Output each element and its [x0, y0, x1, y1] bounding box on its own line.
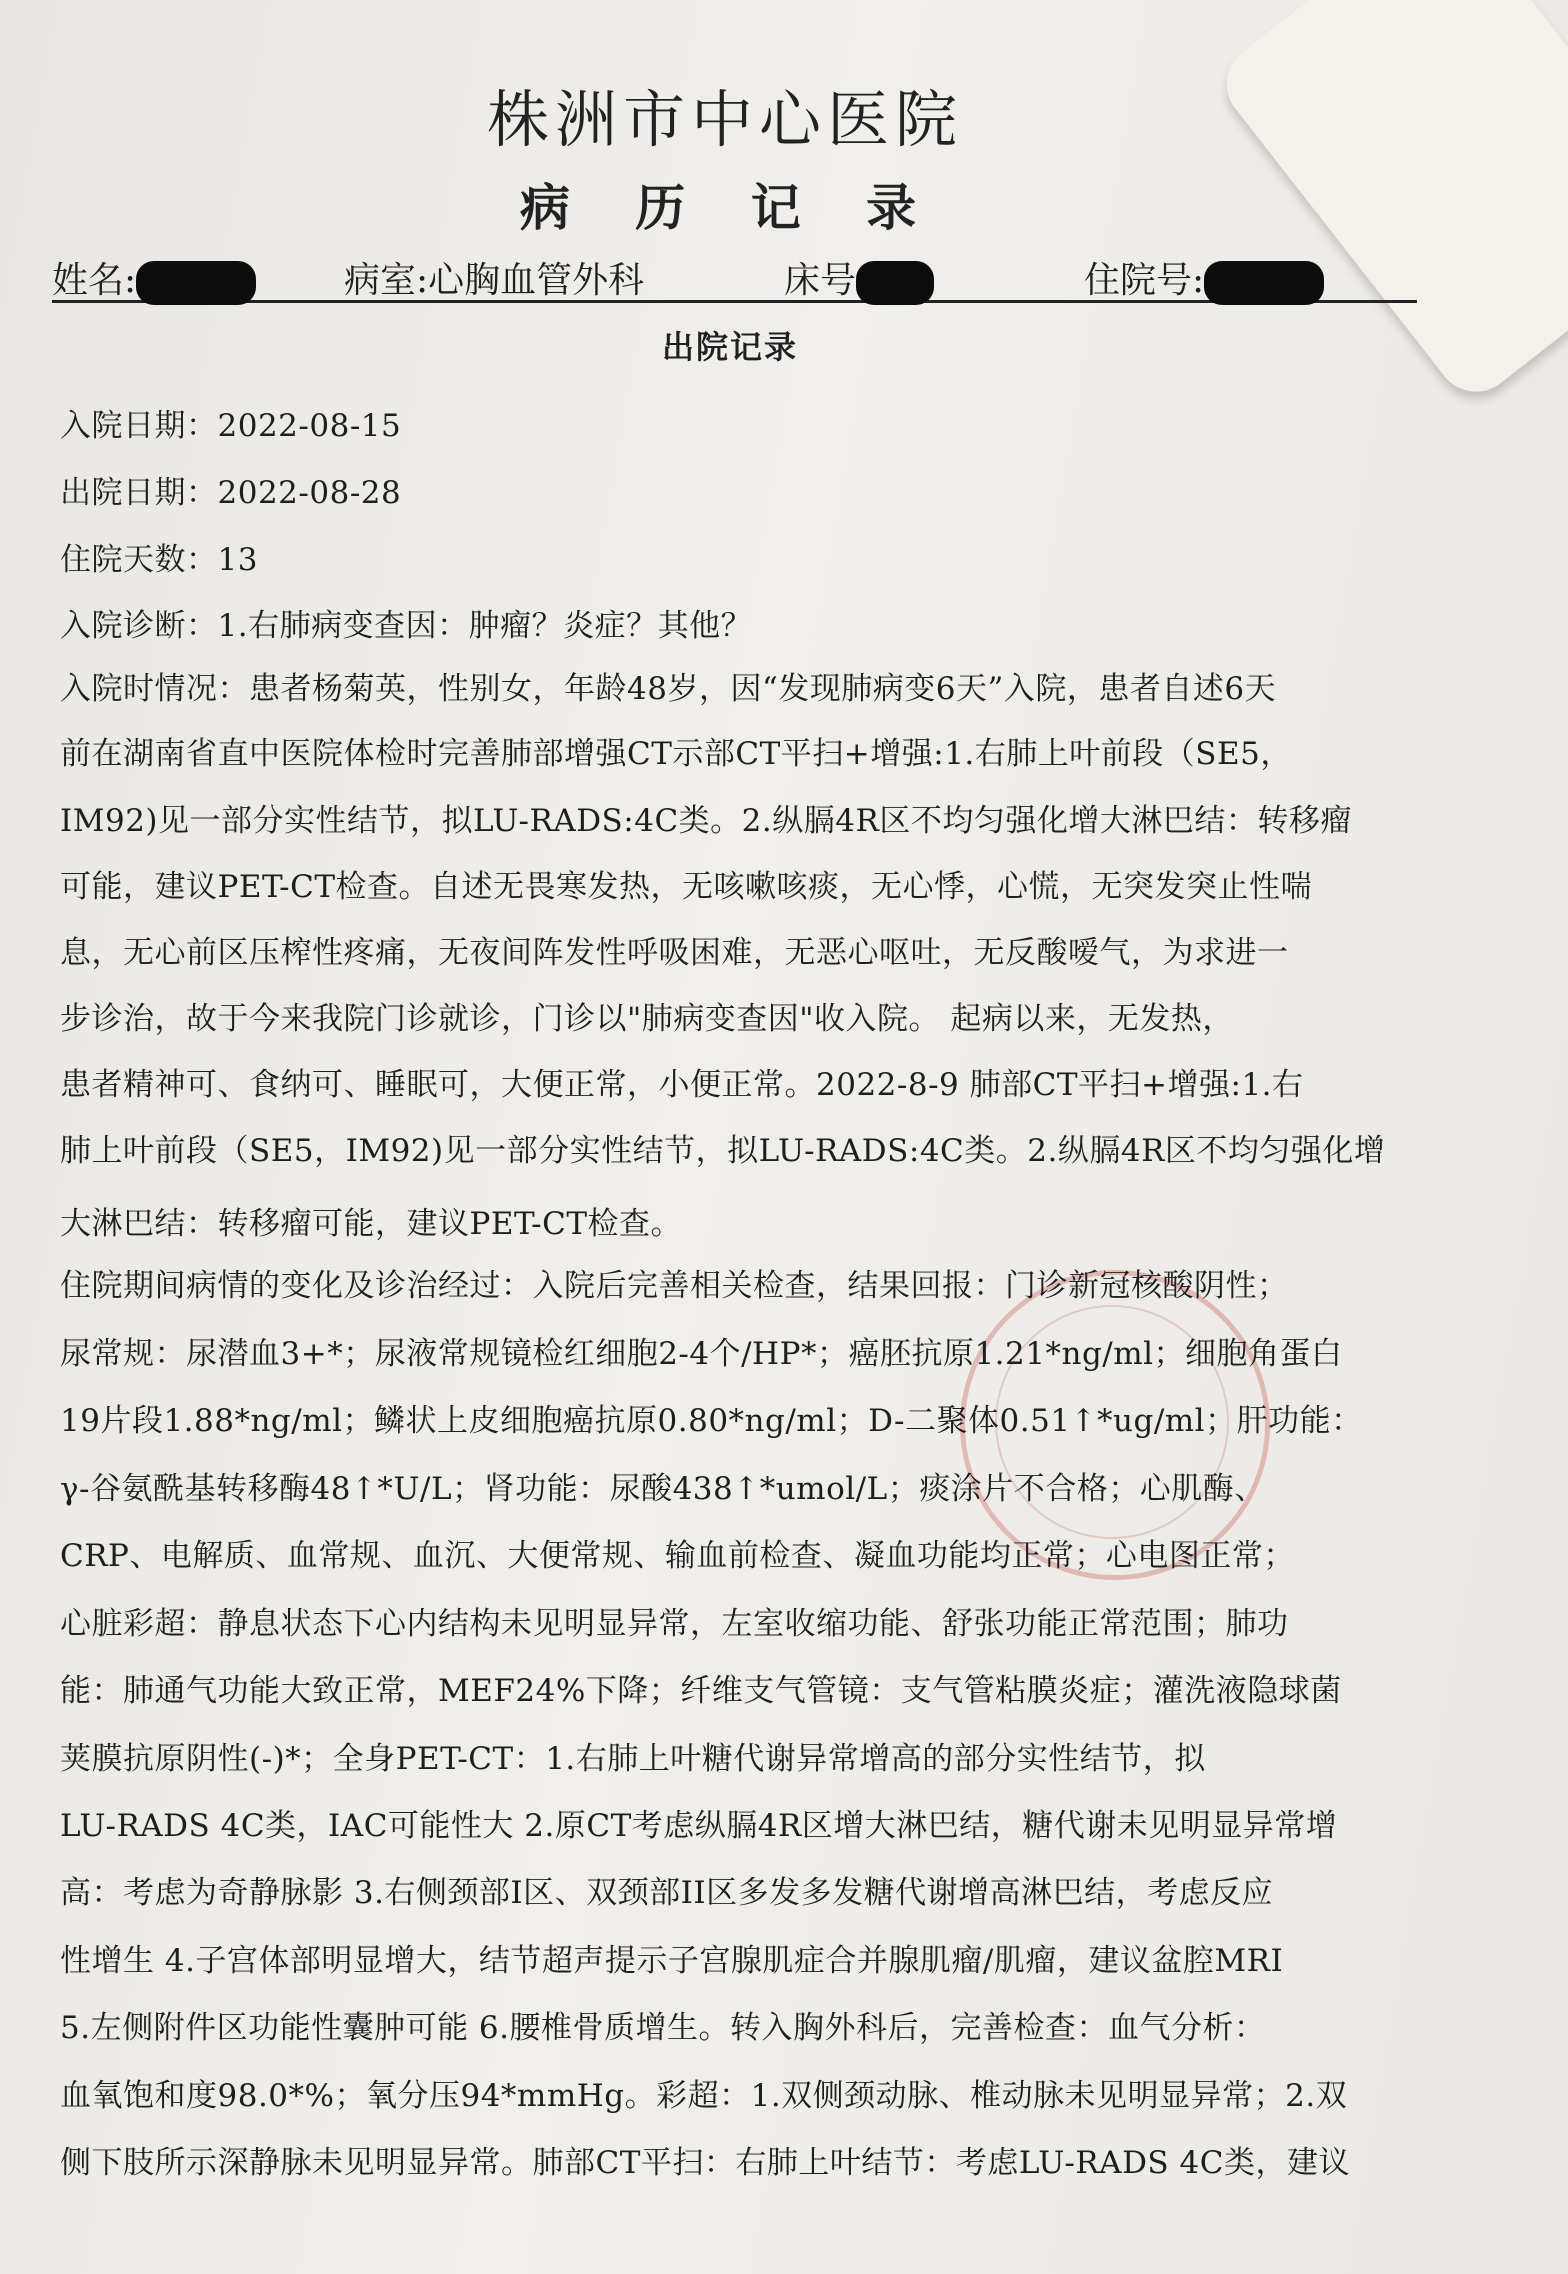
- record-line: 侧下肢所示深静脉未见明显异常。肺部CT平扫：右肺上叶结节：考虑LU-RADS 4C类，建议: [60, 2145, 1350, 2181]
- hospital-name: 株洲市中心医院: [486, 83, 963, 156]
- record-line: 住院天数：13: [60, 542, 258, 578]
- record-line: 5.左侧附件区功能性囊肿可能 6.腰椎骨质增生。转入胸外科后，完善检查：血气分析：: [60, 2010, 1266, 2046]
- record-line: 心脏彩超：静息状态下心内结构未见明显异常，左室收缩功能、舒张功能正常范围；肺功: [60, 1606, 1289, 1642]
- record-line: 可能，建议PET-CT检查。自述无畏寒发热，无咳嗽咳痰，无心悸，心慌，无突发突止性喘: [60, 869, 1313, 905]
- record-line: 19片段1.88*ng/ml；鳞状上皮细胞癌抗原0.80*ng/ml；D-二聚体0.51↑*ug/ml；肝功能：: [60, 1403, 1363, 1439]
- document-title: 病 历 记 录: [519, 178, 941, 237]
- record-line: γ-谷氨酰基转移酶48↑*U/L；肾功能：尿酸438↑*umol/L；痰涂片不合格；心肌酶、: [60, 1471, 1266, 1507]
- record-line: 尿常规：尿潜血3+*；尿液常规镜检红细胞2-4个/HP*；癌胚抗原1.21*ng/ml；细胞角蛋白: [60, 1336, 1343, 1372]
- record-line: 荚膜抗原阴性(-)*；全身PET-CT：1.右肺上叶糖代谢异常增高的部分实性结节，拟: [60, 1741, 1206, 1777]
- record-line: 高：考虑为奇静脉影 3.右侧颈部I区、双颈部II区多发多发糖代谢增高淋巴结，考虑反应: [60, 1875, 1274, 1911]
- record-line: 入院日期：2022-08-15: [60, 408, 402, 444]
- record-line: 步诊治，故于今来我院门诊就诊，门诊以"肺病变查因"收入院。 起病以来，无发热，: [60, 1001, 1234, 1037]
- patient-info-row: [52, 250, 1417, 303]
- record-line: 性增生 4.子宫体部明显增大，结节超声提示子宫腺肌症合并腺肌瘤/肌瘤，建议盆腔MRI: [60, 1943, 1284, 1979]
- admission-no-field: [1084, 252, 1324, 305]
- admission-no-redaction: [1204, 261, 1324, 305]
- section-title: 出院记录: [661, 328, 798, 366]
- record-line: 能：肺通气功能大致正常，MEF24%下降；纤维支气管镜：支气管粘膜炎症；灌洗液隐球菌: [60, 1673, 1342, 1709]
- bed-redaction: [856, 261, 934, 305]
- record-line: 肺上叶前段（SE5，IM92)见一部分实性结节，拟LU-RADS:4C类。2.纵膈4R区不均匀强化增: [60, 1133, 1386, 1169]
- record-line: LU-RADS 4C类，IAC可能性大 2.原CT考虑纵膈4R区增大淋巴结，糖代谢未见明显异常增: [60, 1808, 1338, 1844]
- admission-no-label: 住院号:: [1084, 260, 1205, 301]
- record-line: 出院日期：2022-08-28: [60, 475, 402, 511]
- record-line: CRP、电解质、血常规、血沉、大便常规、输血前检查、凝血功能均正常；心电图正常；: [60, 1538, 1295, 1574]
- bed-label: 床号: [784, 260, 857, 301]
- ward-label: 病室:: [344, 260, 429, 301]
- record-line: 患者精神可、食纳可、睡眠可，大便正常，小便正常。2022-8-9 肺部CT平扫+增强:1.右: [60, 1067, 1304, 1103]
- ward-field: [344, 252, 644, 303]
- record-line: 前在湖南省直中医院体检时完善肺部增强CT示部CT平扫+增强:1.右肺上叶前段（SE5，: [60, 736, 1292, 772]
- record-line: 大淋巴结：转移瘤可能，建议PET-CT检查。: [60, 1206, 683, 1242]
- name-field: [52, 252, 256, 305]
- bed-field: [784, 252, 934, 305]
- record-line: IM92)见一部分实性结节，拟LU-RADS:4C类。2.纵膈4R区不均匀强化增大淋巴结：转移瘤: [60, 803, 1352, 839]
- record-line: 息，无心前区压榨性疼痛，无夜间阵发性呼吸困难，无恶心呕吐，无反酸嗳气，为求进一: [60, 935, 1289, 971]
- name-label: 姓名:: [52, 260, 137, 301]
- record-line: 入院时情况：患者杨菊英，性别女，年龄48岁，因“发现肺病变6天”入院，患者自述6天: [60, 671, 1277, 707]
- record-line: 住院期间病情的变化及诊治经过：入院后完善相关检查，结果回报：门诊新冠核酸阴性；: [60, 1268, 1289, 1304]
- record-line: 血氧饱和度98.0*%；氧分压94*mmHg。彩超：1.双侧颈动脉、椎动脉未见明显异常；2.双: [60, 2078, 1348, 2114]
- name-redaction: [136, 261, 256, 305]
- ward-value: 心胸血管外科: [428, 260, 645, 301]
- record-line: 入院诊断：1.右肺病变查因：肿瘤？炎症？其他？: [60, 608, 753, 644]
